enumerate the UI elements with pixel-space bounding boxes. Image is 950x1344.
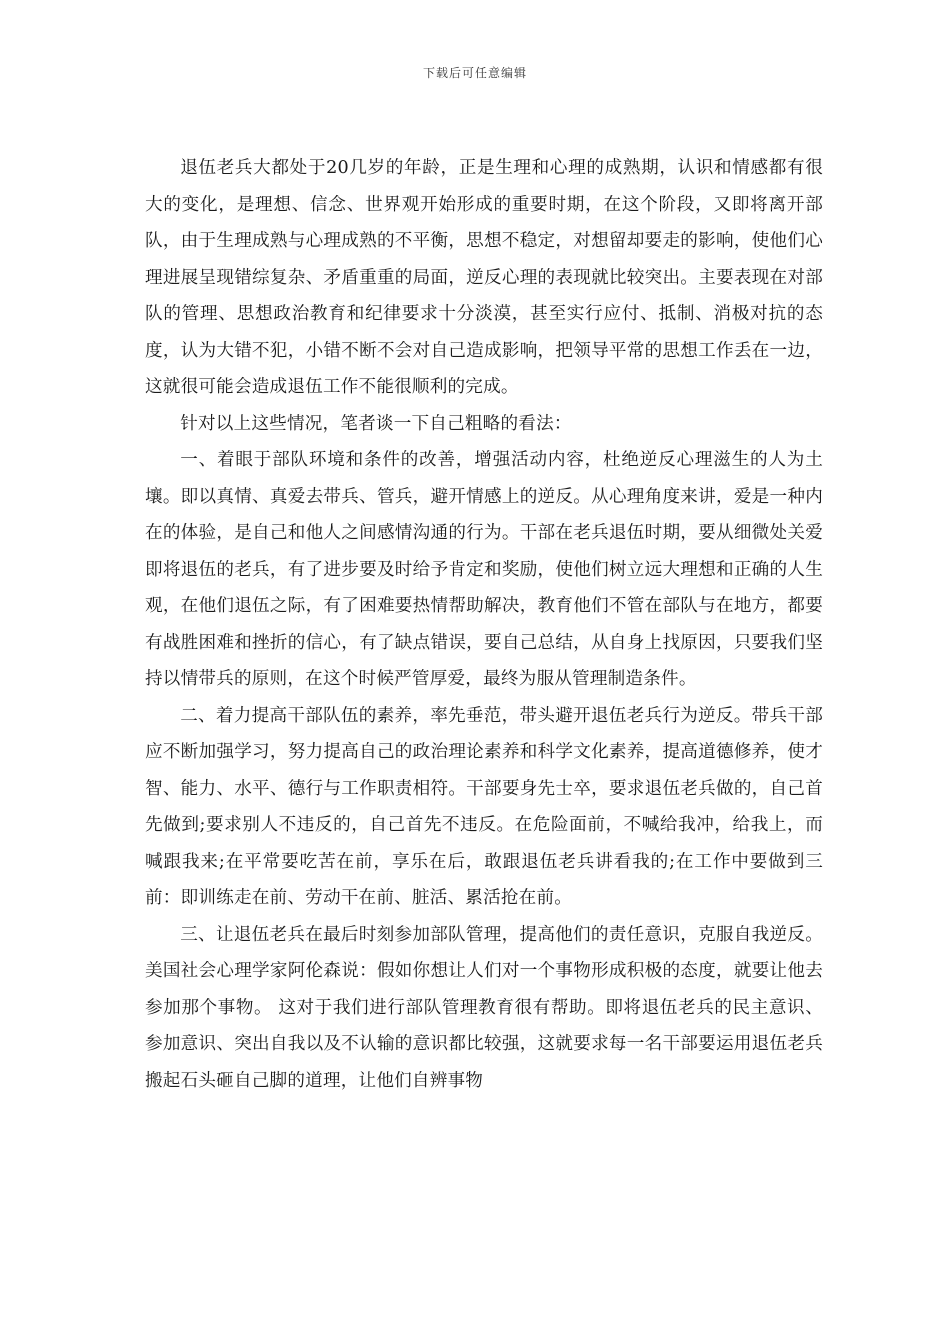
paragraph-point-two: 二、着力提高干部队伍的素养，率先垂范，带头避开退伍老兵行为逆反。带兵干部应不断加强学习，努力提高自己的政治理论素养和科学文化素养，提高道德修养，使才智、能力、水平、德行与工作职责相符。干部要身先士卒，要求退伍老兵做的，自己首先做到;要求别人不违反的，自己首先不违反。在危险面前，不喊给我冲，给我上，而喊跟我来;在平常要吃苦在前，享乐在后，敢跟退伍老兵讲看我的;在工作中要做到三前：即训练走在前、劳动干在前、脏活、累活抢在前。 [145, 705, 823, 908]
page-header: 下载后可任意编辑 [422, 66, 527, 80]
paragraph-point-three: 三、让退伍老兵在最后时刻参加部队管理，提高他们的责任意识，克服自我逆反。美国社会心理学家阿伦森说：假如你想让人们对一个事物形成积极的态度，就要让他去参加那个事物。 这对于我们进行部队管理教育很有帮助。即将退伍老兵的民主意识、参加意识、突出自我以及不认输的意识都比较强，这就要求每一名干部要运用退伍老兵搬起石头砸自己脚的道理，让他们自辨事物 [145, 924, 823, 1091]
paragraph-transition: 针对以上这些情况，笔者谈一下自己粗略的看法： [180, 413, 572, 434]
document-body [145, 150, 823, 1099]
paragraph-intro: 退伍老兵大都处于20几岁的年龄，正是生理和心理的成熟期，认识和情感都有很大的变化，是理想、信念、世界观开始形成的重要时期，在这个阶段，又即将离开部队，由于生理成熟与心理成熟的不平衡，思想不稳定，对想留却要走的影响，使他们心理进展呈现错综复杂、矛盾重重的局面，逆反心理的表现就比较突出。主要表现在对部队的管理、思想政治教育和纪律要求十分淡漠，甚至实行应付、抵制、消极对抗的态度，认为大错不犯，小错不断不会对自己造成影响，把领导平常的思想工作丢在一边，这就很可能会造成退伍工作不能很顺利的完成。 [145, 158, 823, 397]
paragraph-point-one: 一、着眼于部队环境和条件的改善，增强活动内容，杜绝逆反心理滋生的人为土壤。即以真情、真爱去带兵、管兵，避开情感上的逆反。从心理角度来讲，爱是一种内在的体验，是自己和他人之间感情沟通的行为。干部在老兵退伍时期，要从细微处关爱即将退伍的老兵，有了进步要及时给予肯定和奖励，使他们树立远大理想和正确的人生观，在他们退伍之际，有了困难要热情帮助解决，教育他们不管在部队与在地方，都要有战胜困难和挫折的信心，有了缺点错误，要自己总结，从自身上找原因，只要我们坚持以情带兵的原则，在这个时候严管厚爱，最终为服从管理制造条件。 [145, 450, 823, 689]
